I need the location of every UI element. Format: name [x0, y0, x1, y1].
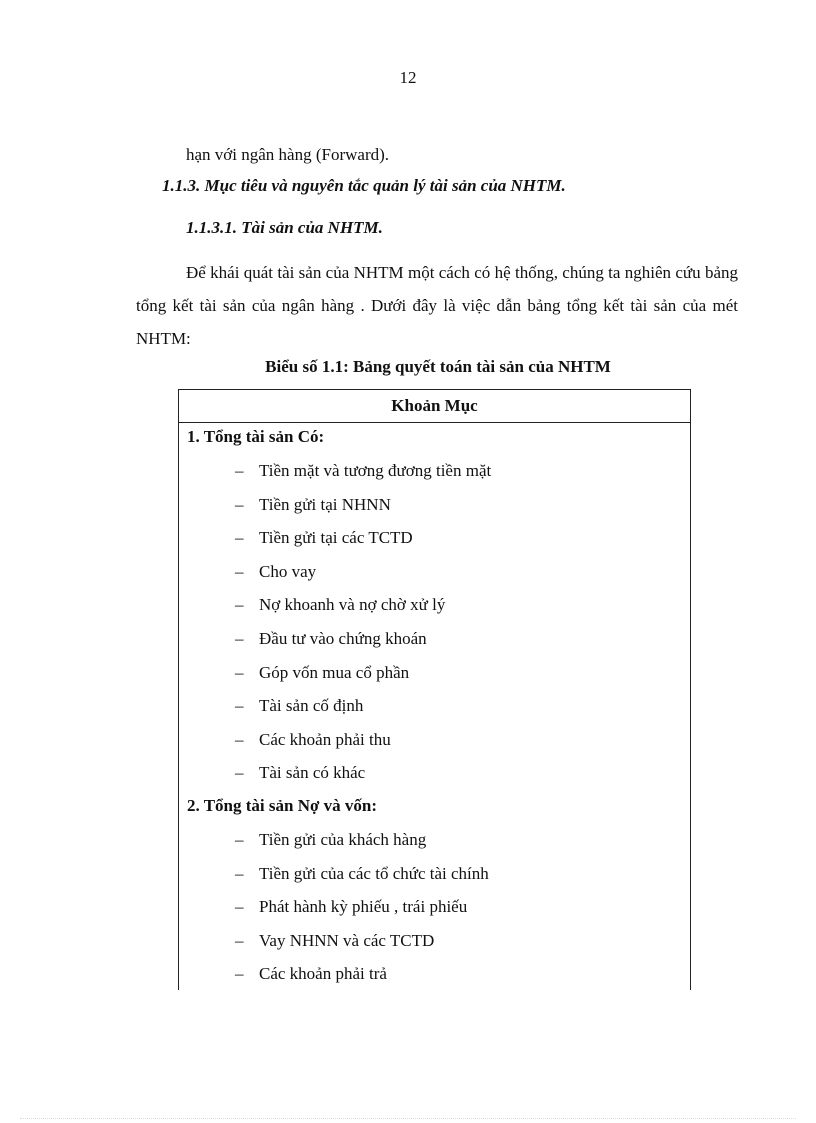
section-title-assets: 1. Tổng tài sản Có:: [187, 427, 325, 446]
list-item-text: Tài sản có khác: [259, 763, 366, 783]
dash-bullet: –: [235, 461, 244, 480]
list-item: [179, 490, 690, 524]
section-title-liabilities: 2. Tổng tài sản Nợ và vốn:: [187, 795, 377, 815]
list-item-text: Tiền gửi tại các TCTD: [259, 528, 413, 548]
dash-bullet: –: [235, 930, 244, 950]
list-item-text: Cho vay: [259, 561, 317, 581]
list-item-text: Tiền gửi của khách hàng: [259, 829, 427, 849]
list-item-text: Đầu tư vào chứng khoán: [259, 628, 427, 648]
continuation-line: hạn với ngân hàng (Forward).: [186, 145, 390, 164]
list-item: [179, 590, 690, 624]
list-item-text: Tài sản cố định: [259, 696, 364, 716]
dash-bullet: –: [235, 494, 244, 514]
list-item: [179, 859, 690, 893]
list-item-text: Tiền mặt và tương đương tiền mặt: [259, 461, 492, 480]
dash-bullet: –: [235, 863, 244, 883]
dash-bullet: –: [235, 897, 244, 917]
table-caption: Biểu số 1.1: Bảng quyết toán tài sản của NHTM: [265, 357, 611, 376]
list-item-text: Phát hành kỳ phiếu , trái phiếu: [259, 897, 468, 917]
section-assets-list: [179, 456, 690, 792]
dash-bullet: –: [235, 829, 244, 849]
list-item: [179, 725, 690, 759]
list-item: [179, 557, 690, 591]
dash-bullet: –: [235, 528, 244, 548]
dash-bullet: –: [235, 628, 244, 648]
list-item-text: Các khoản phải thu: [259, 729, 391, 749]
dash-bullet: –: [235, 662, 244, 682]
list-item: [179, 456, 690, 490]
dash-bullet: –: [235, 729, 244, 749]
dash-bullet: –: [235, 696, 244, 716]
list-item: [179, 892, 690, 926]
assets-table: [178, 389, 691, 990]
list-item-text: Tiền gửi của các tổ chức tài chính: [259, 863, 489, 883]
dash-bullet: –: [235, 561, 244, 581]
list-item: [179, 758, 690, 792]
list-item: [179, 926, 690, 960]
list-item-text: Vay NHNN và các TCTD: [259, 930, 435, 950]
table-header: Khoản Mục: [179, 390, 690, 423]
list-item: [179, 825, 690, 859]
list-item-text: Nợ khoanh và nợ chờ xử lý: [259, 595, 446, 615]
page-number: 12: [399, 68, 417, 87]
dash-bullet: –: [235, 964, 244, 984]
page-bottom-rule: [20, 1118, 796, 1119]
list-item: [179, 691, 690, 725]
list-item: [179, 523, 690, 557]
list-item: [179, 658, 690, 692]
dash-bullet: –: [235, 763, 244, 783]
body-paragraph: Để khái quát tài sản của NHTM một cách có hệ thống, chúng ta nghiên cứu bảng tổng kết tài sản của ngân hàng . Dưới đây là việc dẫn bảng tổng kết tài sản của mét NHTM:: [136, 263, 738, 348]
heading-1-1-3-1: 1.1.3.1. Tài sản của NHTM.: [186, 218, 383, 237]
section-liabilities-list: [179, 825, 690, 993]
dash-bullet: –: [235, 595, 244, 615]
list-item-text: Tiền gửi tại NHNN: [259, 494, 391, 514]
list-item-text: Các khoản phải trả: [259, 964, 387, 984]
list-item: [179, 624, 690, 658]
list-item-text: Góp vốn mua cổ phần: [259, 662, 410, 682]
heading-1-1-3: 1.1.3. Mục tiêu và nguyên tắc quản lý tài sản của NHTM.: [162, 176, 566, 195]
list-item: [179, 959, 690, 993]
